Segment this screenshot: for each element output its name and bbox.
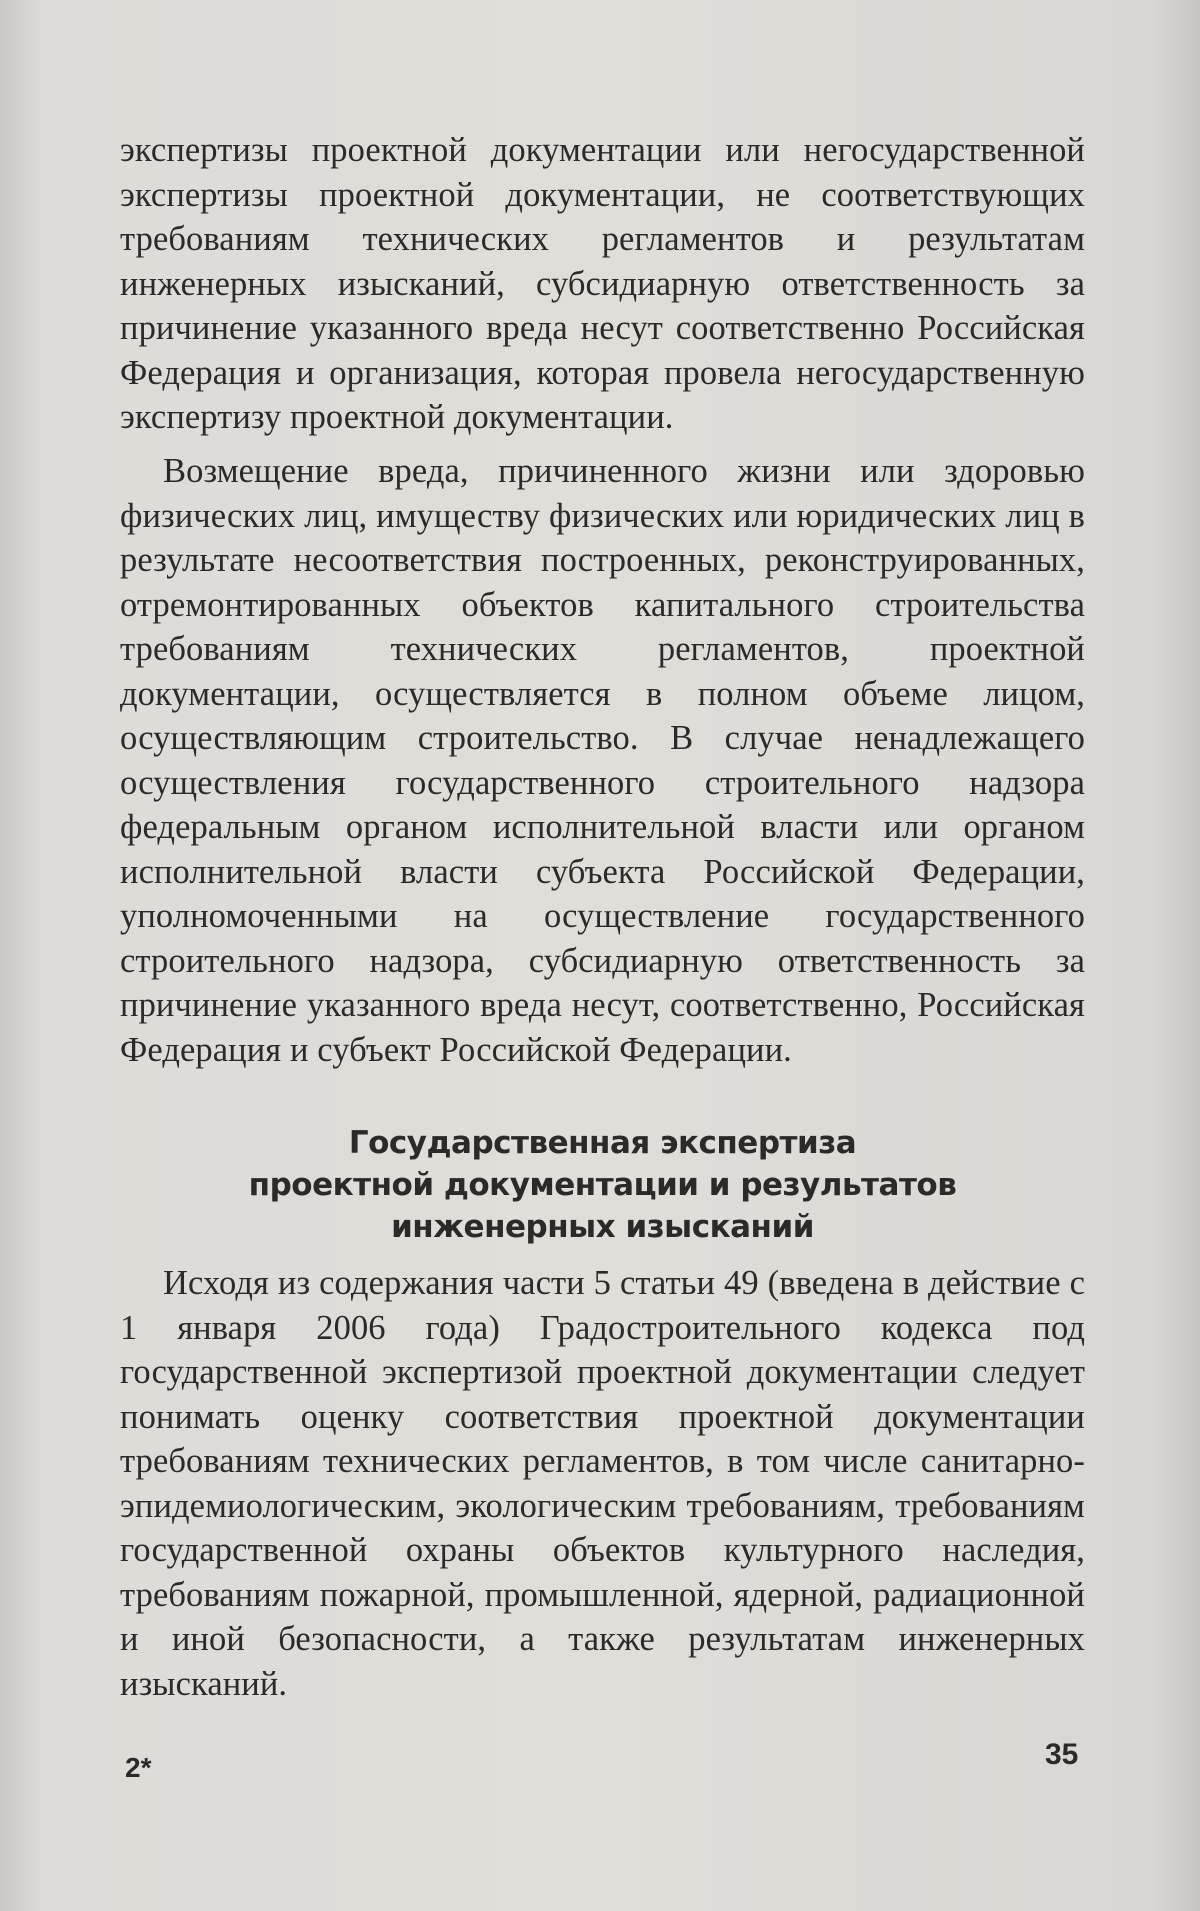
damage-compensation-paragraph-block: [120, 449, 1085, 1072]
page-number: 35: [1045, 1738, 1079, 1771]
continued-paragraph-block: [120, 128, 1085, 440]
section-heading-line-3: инженерных изысканий: [391, 1209, 814, 1245]
state-expertise-paragraph-block: [120, 1261, 1085, 1706]
signature-mark: 2*: [125, 1752, 152, 1783]
continued-paragraph: экспертизы проектной документации или негосударственной экспертизы проектной документации, не соответствующих требованиям технических регламентов и результатам инженерных изысканий, субсидиарную ответственность за причинение указанного вреда несут соответственно Российская Федерация и организация, которая провела негосударственную экспертизу проектной документации.: [120, 131, 1085, 436]
section-heading: [120, 1122, 1085, 1248]
section-heading-line-2: проектной документации и результатов: [248, 1167, 957, 1203]
damage-compensation-paragraph: Возмещение вреда, причиненного жизни или здоровью физических лиц, имуществу физических или юридических лиц в результате несоответствия построенных, реконструированных, отремонтированных объектов капитального строительства требованиям технических регламентов, проектной документации, осуществляется в полном объеме лицом, осуществляющим строительство. В случае ненадлежащего осуществления государственного строительного надзора федеральным органом исполнительной власти или органом исполнительной власти субъекта Российской Федерации, уполномоченными на осуществление государственного строительного надзора, субсидиарную ответственность за причинение указанного вреда несут, соответственно, Российская Федерация и субъект Российской Федерации.: [120, 452, 1085, 1069]
state-expertise-paragraph: Исходя из содержания части 5 статьи 49 (введена в действие с 1 января 2006 года) Градостроительного кодекса под государственной экспертизой проектной документации следует понимать оценку соответствия проектной документации требованиям технических регламентов, в том числе санитарно-эпидемиологическим, экологическим требованиям, требованиям государственной охраны объектов культурного наследия, требованиям пожарной, промышленной, ядерной, радиационной и иной безопасности, а также результатам инженерных изысканий.: [120, 1264, 1085, 1703]
section-heading-line-1: Государственная экспертиза: [348, 1125, 857, 1161]
